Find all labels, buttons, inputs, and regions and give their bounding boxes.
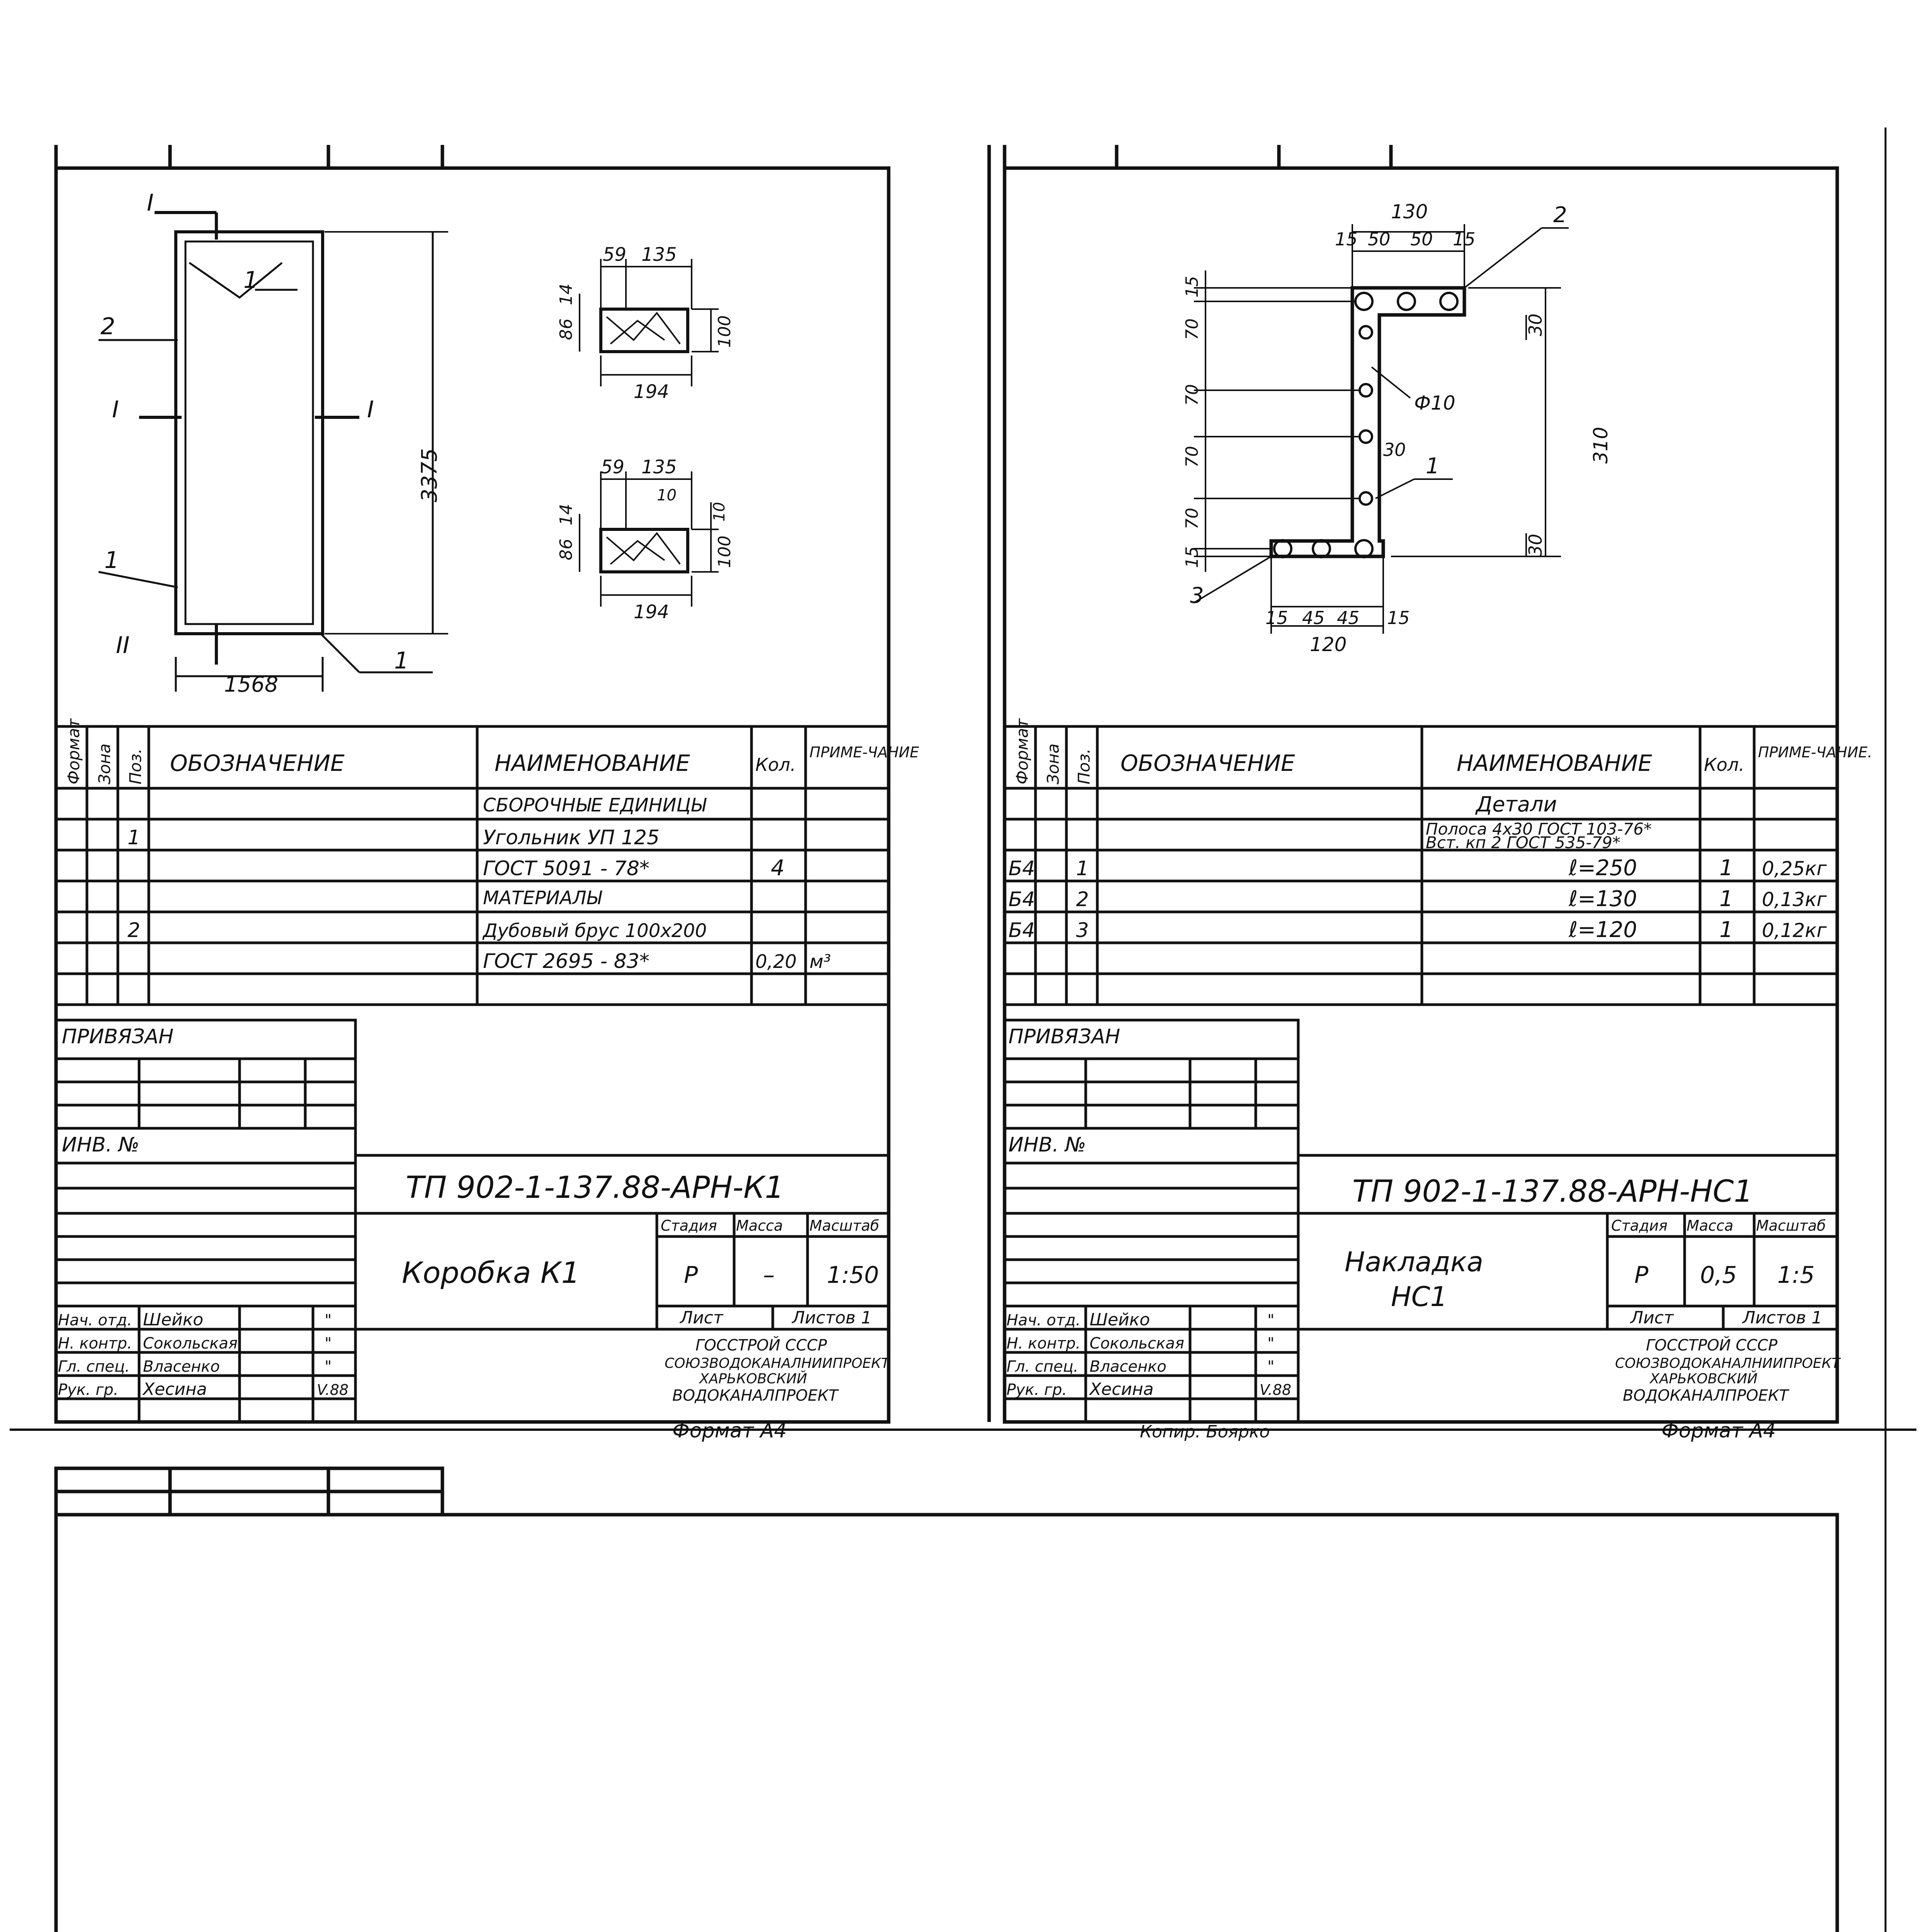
svg-text:135: 135 (641, 456, 677, 478)
section-mark: I (147, 189, 154, 216)
svg-text:50: 50 (1410, 229, 1433, 250)
blank-frame (56, 1515, 1837, 1932)
svg-text:Формат: Формат (1013, 718, 1032, 784)
col-qty: Кол. (755, 754, 796, 775)
svg-text:ХАРЬКОВСКИЙ: ХАРЬКОВСКИЙ (1650, 1371, 1758, 1387)
format-label: Формат А4 (672, 1419, 787, 1442)
svg-text:ГОССТРОЙ СССР: ГОССТРОЙ СССР (1646, 1337, 1778, 1354)
svg-text:НАИМЕНОВАНИЕ: НАИМЕНОВАНИЕ (1457, 750, 1652, 776)
svg-text:ПРИВЯЗАН: ПРИВЯЗАН (1008, 1025, 1120, 1048)
svg-text:": " (325, 1358, 332, 1376)
svg-text:Н. контр.: Н. контр. (1007, 1335, 1081, 1352)
leader-label: 2 (100, 313, 116, 340)
svg-text:120: 120 (1310, 633, 1347, 656)
svg-text:130: 130 (1391, 201, 1428, 223)
svg-text:Масса: Масса (1687, 1217, 1734, 1234)
svg-text:15: 15 (1387, 607, 1410, 628)
svg-text:10: 10 (711, 502, 728, 522)
svg-text:Р: Р (1634, 1262, 1649, 1289)
svg-text:Шейко: Шейко (143, 1310, 204, 1330)
leader-label: 1 (394, 647, 409, 674)
svg-text:Поз.: Поз. (126, 748, 145, 784)
svg-text:Гл. спец.: Гл. спец. (58, 1358, 130, 1376)
plate-nc1 (1182, 201, 1612, 656)
spec-row-name: ГОСТ 2695 - 83* (483, 950, 650, 973)
svg-text:СОЮЗВОДОКАНАЛНИИПРОЕКТ: СОЮЗВОДОКАНАЛНИИПРОЕКТ (1615, 1355, 1840, 1371)
svg-text:ℓ=120: ℓ=120 (1569, 917, 1637, 942)
svg-text:Формат: Формат (64, 718, 83, 784)
spec-row-note: м³ (809, 951, 831, 973)
svg-text:V.88: V.88 (317, 1381, 349, 1398)
spec-row-pos: 2 (128, 919, 141, 942)
dim-width: 1568 (224, 672, 278, 697)
svg-text:Масштаб: Масштаб (1756, 1217, 1826, 1234)
svg-text:СОЮЗВОДОКАНАЛНИИПРОЕКТ: СОЮЗВОДОКАНАЛНИИПРОЕКТ (665, 1355, 890, 1371)
drawing-code: ТП 902-1-137.88-АРН-К1 (406, 1170, 784, 1205)
svg-text:30: 30 (1525, 534, 1546, 556)
svg-text:": " (1267, 1311, 1275, 1329)
svg-text:100: 100 (715, 315, 735, 348)
svg-text:Сокольская: Сокольская (1090, 1335, 1184, 1352)
spec-row-pos: 1 (128, 826, 141, 849)
svg-text:Рук. гр.: Рук. гр. (58, 1381, 119, 1399)
svg-text:ОБОЗНАЧЕНИЕ: ОБОЗНАЧЕНИЕ (1120, 750, 1295, 776)
svg-text:ПРИМЕ-ЧАНИЕ.: ПРИМЕ-ЧАНИЕ. (1758, 744, 1872, 761)
svg-text:59: 59 (601, 456, 625, 478)
svg-text:15: 15 (1182, 276, 1202, 298)
svg-text:59: 59 (603, 244, 627, 265)
left-sheet (56, 145, 919, 1442)
title-block-right (1005, 1020, 1841, 1442)
svg-text:50: 50 (1368, 229, 1391, 250)
col-name: НАИМЕНОВАНИЕ (495, 750, 690, 776)
svg-text:2: 2 (1553, 202, 1567, 228)
col-note: ПРИМЕ-ЧАНИЕ (809, 744, 919, 761)
svg-text:86: 86 (556, 539, 576, 560)
svg-text:194: 194 (634, 601, 669, 623)
svg-text:Зона: Зона (95, 743, 114, 784)
svg-text:Лист: Лист (1631, 1308, 1674, 1328)
svg-text:ИНВ. №: ИНВ. № (1008, 1133, 1086, 1156)
leader-label: 1 (243, 267, 258, 294)
svg-text:ℓ=130: ℓ=130 (1569, 886, 1637, 912)
spec-row-name: ГОСТ 5091 - 78* (483, 857, 650, 880)
svg-text:": " (325, 1335, 332, 1352)
spec-row-name: Угольник УП 125 (483, 826, 660, 849)
stage-value: Р (684, 1262, 698, 1289)
svg-text:1:5: 1:5 (1777, 1262, 1815, 1289)
svg-text:Масштаб: Масштаб (809, 1217, 879, 1234)
svg-text:Б4: Б4 (1008, 919, 1035, 942)
svg-text:ℓ=250: ℓ=250 (1569, 855, 1637, 881)
svg-text:Хесина: Хесина (1090, 1379, 1154, 1399)
svg-text:НС1: НС1 (1391, 1281, 1448, 1313)
svg-text:Кол.: Кол. (1704, 754, 1744, 775)
drawing-code: ТП 902-1-137.88-АРН-НС1 (1352, 1174, 1753, 1209)
svg-text:194: 194 (634, 381, 669, 403)
svg-text:1: 1 (1719, 886, 1733, 912)
svg-text:135: 135 (641, 244, 677, 265)
box-k1-elevation (99, 213, 448, 692)
svg-text:Стадия: Стадия (1611, 1217, 1668, 1234)
spec-row-qty: 4 (771, 855, 785, 881)
svg-text:45: 45 (1302, 607, 1325, 628)
svg-text:Лист: Лист (680, 1308, 723, 1328)
svg-text:Поз.: Поз. (1075, 748, 1093, 784)
svg-text:0,12кг: 0,12кг (1762, 919, 1827, 942)
svg-text:1: 1 (1076, 857, 1089, 880)
svg-text:70: 70 (1182, 508, 1202, 529)
svg-text:": " (1267, 1358, 1275, 1376)
blank-sheet (10, 128, 1916, 1932)
svg-text:Вст. кп 2 ГОСТ 535-79*: Вст. кп 2 ГОСТ 535-79* (1426, 833, 1620, 852)
spec-row-name: Дубовый брус 100х200 (483, 920, 707, 942)
svg-text:86: 86 (556, 318, 576, 340)
svg-text:Нач. отд.: Нач. отд. (58, 1311, 132, 1329)
svg-text:Шейко: Шейко (1090, 1310, 1150, 1330)
col-designation: ОБОЗНАЧЕНИЕ (170, 750, 345, 776)
leader-label: 1 (104, 547, 119, 574)
svg-text:Полоса 4х30 ГОСТ 103-76*: Полоса 4х30 ГОСТ 103-76* (1426, 820, 1652, 838)
scale-value: 1:50 (827, 1262, 879, 1289)
spec-row-name: МАТЕРИАЛЫ (483, 887, 602, 909)
spec-row-qty: 0,20 (755, 951, 797, 973)
svg-text:10: 10 (657, 486, 677, 504)
svg-text:0,5: 0,5 (1700, 1262, 1737, 1289)
drawing-title: Коробка К1 (402, 1255, 580, 1290)
svg-text:Н. контр.: Н. контр. (58, 1335, 132, 1352)
privyazan-label: ПРИВЯЗАН (62, 1025, 174, 1048)
svg-text:Сокольская: Сокольская (143, 1335, 238, 1352)
svg-text:V.88: V.88 (1260, 1381, 1292, 1398)
svg-text:ГОССТРОЙ СССР: ГОССТРОЙ СССР (695, 1337, 827, 1354)
dim-height: 3375 (417, 448, 442, 502)
svg-text:Гл. спец.: Гл. спец. (1007, 1358, 1078, 1376)
spec-row-name: СБОРОЧНЫЕ ЕДИНИЦЫ (483, 794, 706, 816)
svg-text:70: 70 (1182, 384, 1202, 406)
svg-text:14: 14 (556, 504, 576, 526)
svg-text:ХАРЬКОВСКИЙ: ХАРЬКОВСКИЙ (699, 1371, 807, 1387)
svg-text:Б4: Б4 (1008, 888, 1035, 911)
svg-text:ВОДОКАНАЛПРОЕКТ: ВОДОКАНАЛПРОЕКТ (1623, 1387, 1789, 1405)
svg-text:Стадия: Стадия (661, 1217, 717, 1234)
title-block-left (56, 1020, 891, 1442)
svg-text:15: 15 (1265, 607, 1288, 628)
svg-text:1: 1 (1719, 917, 1733, 942)
svg-text:310: 310 (1590, 427, 1612, 464)
svg-text:Листов 1: Листов 1 (1743, 1308, 1823, 1328)
svg-text:30: 30 (1525, 313, 1546, 336)
svg-text:Б4: Б4 (1008, 857, 1035, 880)
hole-dia: Ф10 (1414, 392, 1455, 414)
spec-section: Детали (1476, 792, 1557, 816)
svg-text:Хесина: Хесина (143, 1379, 207, 1399)
svg-text:Власенко: Власенко (1090, 1358, 1166, 1376)
svg-text:": " (1267, 1335, 1275, 1352)
section-mark: II (116, 632, 130, 659)
spec-table-right (1005, 718, 1872, 1005)
svg-text:30: 30 (1383, 439, 1406, 460)
svg-text:ВОДОКАНАЛПРОЕКТ: ВОДОКАНАЛПРОЕКТ (672, 1387, 838, 1405)
section-2 (556, 456, 735, 623)
spec-table-left (56, 718, 919, 1005)
inv-no-label: ИНВ. № (62, 1133, 139, 1156)
svg-text:Масса: Масса (736, 1217, 783, 1234)
svg-text:Листов 1: Листов 1 (792, 1308, 872, 1328)
format-label: Формат А4 (1661, 1419, 1776, 1442)
drawing-title: Накладка (1345, 1246, 1484, 1278)
svg-text:0,25кг: 0,25кг (1762, 857, 1827, 880)
svg-text:0,13кг: 0,13кг (1762, 888, 1827, 911)
box-k1-labels (100, 189, 442, 697)
svg-text:14: 14 (556, 284, 576, 305)
svg-text:70: 70 (1182, 318, 1202, 340)
svg-text:Рук. гр.: Рук. гр. (1007, 1381, 1067, 1399)
section-mark: I (112, 396, 119, 423)
copied-label: Копир. Боярко (1140, 1422, 1270, 1442)
section-mark: I (367, 396, 374, 423)
svg-text:Нач. отд.: Нач. отд. (1007, 1311, 1081, 1329)
svg-text:70: 70 (1182, 446, 1202, 468)
svg-text:Власенко: Власенко (143, 1358, 220, 1376)
svg-text:15: 15 (1335, 229, 1358, 250)
svg-text:": " (325, 1311, 332, 1329)
section-1 (556, 244, 735, 403)
svg-text:Зона: Зона (1044, 743, 1063, 784)
svg-text:1: 1 (1426, 454, 1440, 479)
svg-text:15: 15 (1182, 546, 1202, 568)
mass-value: – (763, 1262, 775, 1289)
svg-text:45: 45 (1337, 607, 1360, 628)
svg-text:100: 100 (715, 536, 735, 568)
svg-text:3: 3 (1076, 919, 1089, 942)
svg-text:2: 2 (1076, 888, 1089, 911)
svg-text:3: 3 (1190, 583, 1204, 608)
svg-text:15: 15 (1453, 229, 1476, 250)
right-sheet (989, 145, 1872, 1442)
svg-text:1: 1 (1719, 855, 1733, 881)
